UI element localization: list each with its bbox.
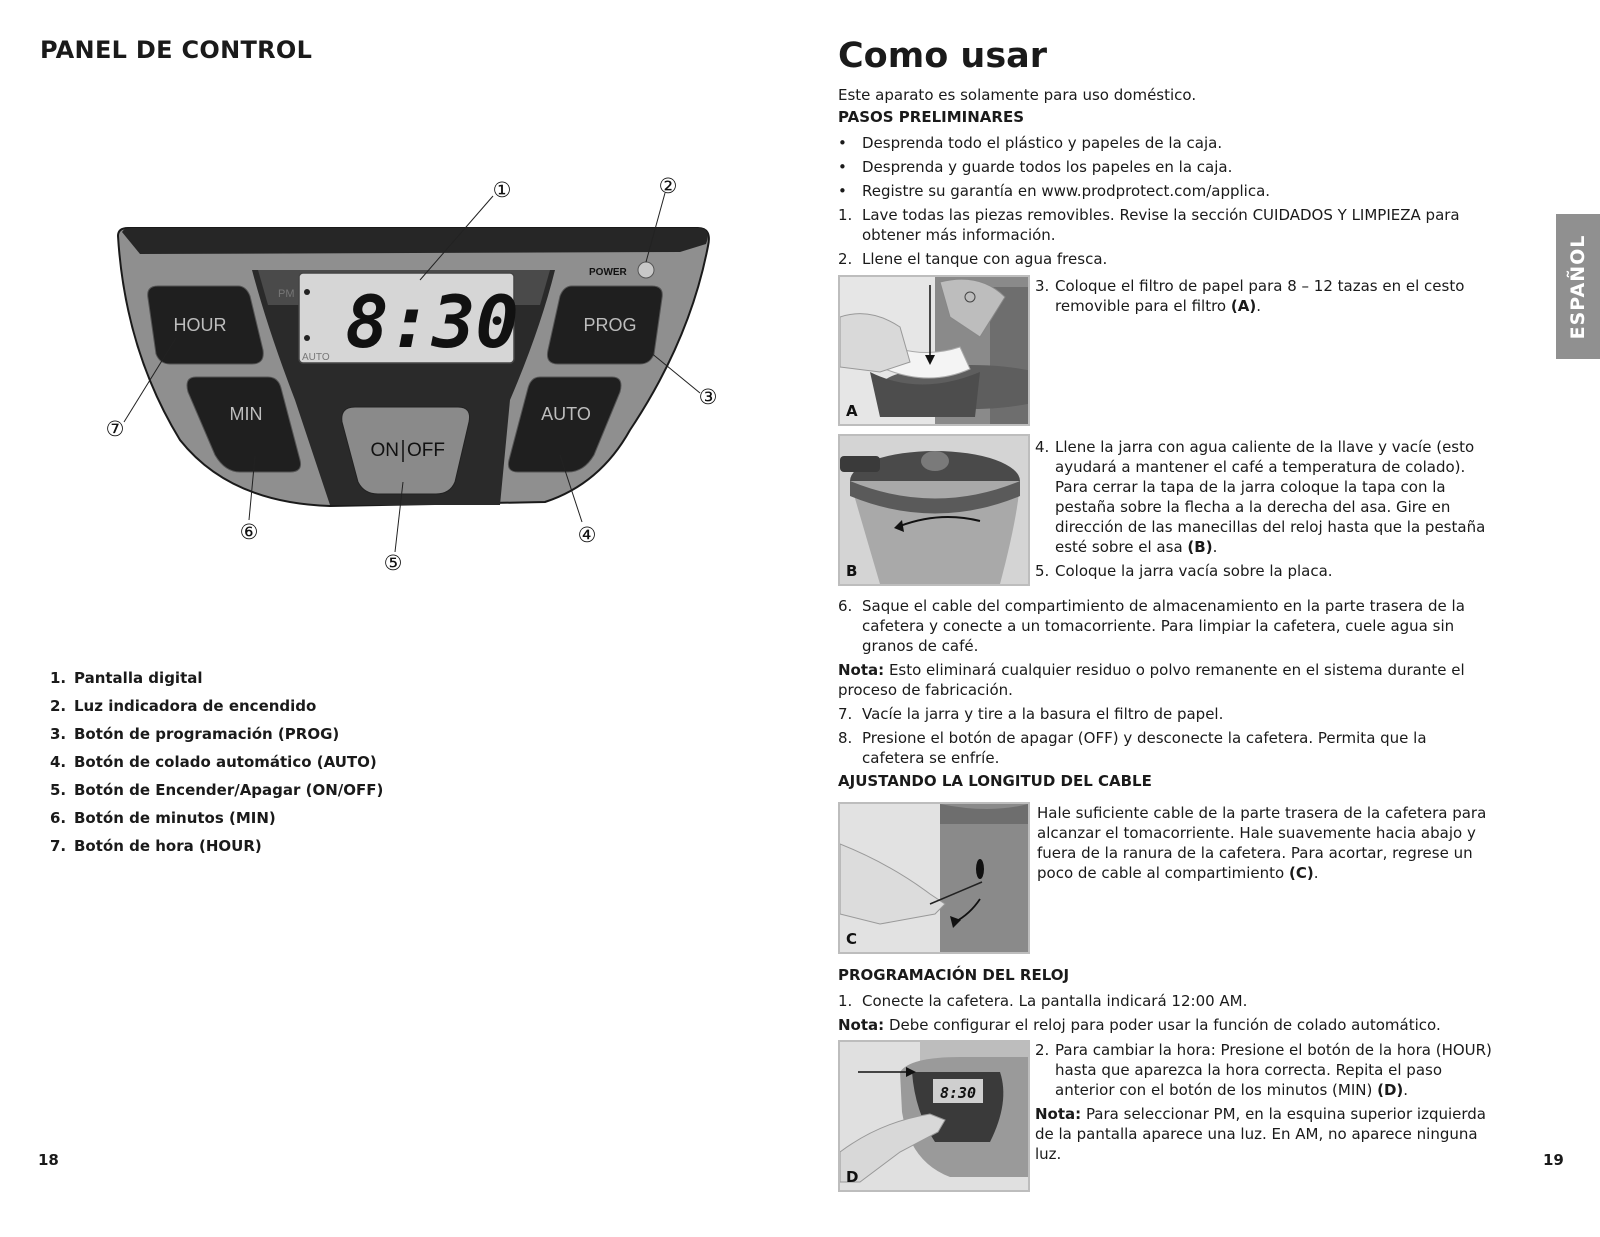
cable-text: Hale suficiente cable de la parte trasera de la cafetera para [1037,804,1487,822]
step-4-cont: pestaña sobre la flecha a la derecha del asa. Gire en [1055,498,1451,516]
step-8: 8. Presione el botón de apagar (OFF) y desconecte la cafetera. Permita que la [838,729,1427,747]
page-title-panel: PANEL DE CONTROL [40,36,313,64]
note-3-cont: luz. [1035,1145,1062,1163]
power-indicator-light [638,262,654,278]
cable-text: fuera de la ranura de la cafetera. Para acortar, regrese un [1037,844,1473,862]
figure-d-label: D [846,1168,859,1186]
legend-item: 3. Botón de programación (PROG) [50,725,340,743]
clock-step-2-cont: hasta que aparezca la hora correcta. Repita el paso [1055,1061,1442,1079]
panel-top-band [122,228,708,254]
step-4-cont: ayudará a mantener el café a temperatura de colado). [1055,458,1466,476]
clock-step-2-cont: anterior con el botón de los minutos (MIN) (D). [1055,1081,1409,1099]
power-label: POWER [589,267,627,278]
bullet-item: • Desprenda todo el plástico y papeles de la caja. [838,134,1223,152]
legend-item: 6. Botón de minutos (MIN) [50,809,276,827]
callout-4: ④ [577,523,597,547]
min-button-label: MIN [229,404,263,424]
figure-d [838,1040,1030,1192]
clock-step-2: 2. Para cambiar la hora: Presione el botón de la hora (HOUR) [1035,1041,1492,1059]
note-3: Nota: Para seleccionar PM, en la esquina superior izquierda [1035,1105,1487,1123]
legend-item: 1. Pantalla digital [50,669,203,687]
on-off-button[interactable] [342,407,470,494]
callout-6: ⑥ [239,520,259,544]
step-3: 3. Coloque el filtro de papel para 8 – 12 tazas en el cesto [1035,277,1465,295]
figure-b [838,434,1030,586]
legend-item: 7. Botón de hora (HOUR) [50,837,262,855]
control-panel-diagram [0,160,800,600]
step-4-cont: dirección de las manecillas del reloj hasta que la pestaña [1055,518,1486,536]
step-6: 6. Saque el cable del compartimiento de almacenamiento en la parte trasera de la [838,597,1465,615]
clock-heading: PROGRAMACIÓN DEL RELOJ [838,966,1070,984]
page-number-left: 18 [38,1151,59,1169]
page-number-right: 19 [1543,1151,1564,1169]
language-side-tab [1556,214,1600,359]
intro-text: Este aparato es solamente para uso doméstico. [838,86,1197,104]
step-1-cont: obtener más información. [862,226,1056,244]
callout-7: ⑦ [105,417,125,441]
bullet-item: • Desprenda y guarde todos los papeles en la caja. [838,158,1233,176]
step-5: 5. Coloque la jarra vacía sobre la placa. [1035,562,1333,580]
panel-press-illustration [840,1042,1028,1190]
lcd-time: 8:30 [345,280,519,364]
figure-a-label: A [846,402,858,420]
page-title-usage: Como usar [838,36,1048,76]
off-button-label: OFF [407,440,445,461]
step-4-cont: esté sobre el asa (B). [1055,538,1218,556]
side-tab-label: ESPAÑOL [1567,234,1589,339]
hour-button-label: HOUR [173,315,227,335]
step-6-cont: cafetera y conecte a un tomacorriente. Para limpiar la cafetera, cuele agua sin [862,617,1455,635]
carafe-lid-illustration [840,436,1028,584]
lcd-auto-label: AUTO [302,352,330,363]
step-8-cont: cafetera se enfríe. [862,749,1000,767]
prog-button-label: PROG [583,315,637,335]
figure-d-display: 8:30 [939,1084,977,1102]
callout-2: ② [658,174,678,198]
figure-a [838,275,1030,426]
step-1: 1. Lave todas las piezas removibles. Revise la sección CUIDADOS Y LIMPIEZA para [838,206,1460,224]
callout-5: ⑤ [383,551,403,575]
note-2: Nota: Debe configurar el reloj para poder usar la función de colado automático. [838,1016,1441,1034]
filter-basket-illustration [840,277,1028,424]
figure-b-label: B [846,562,858,580]
step-2: 2. Llene el tanque con agua fresca. [838,250,1108,268]
step-3-cont: removible para el filtro (A). [1055,297,1261,315]
step-7: 7. Vacíe la jarra y tire a la basura el filtro de papel. [838,705,1224,723]
legend-item: 5. Botón de Encender/Apagar (ON/OFF) [50,781,384,799]
prelim-heading: PASOS PRELIMINARES [838,108,1025,126]
note-3-cont: de la pantalla aparece una luz. En AM, no aparece ninguna [1035,1125,1478,1143]
callout-3: ③ [698,385,718,409]
control-legend [50,667,383,863]
cable-text: poco de cable al compartimiento (C). [1037,864,1319,882]
step-4-cont: Para cerrar la tapa de la jarra coloque la tapa con la [1055,478,1446,496]
lcd-pm-label: PM [278,288,295,300]
cable-pull-illustration [840,804,1028,952]
cable-text: alcanzar el tomacorriente. Hale suavemente hacia abajo y [1037,824,1476,842]
callout-1: ① [492,178,512,202]
on-button-label: ON [370,440,399,461]
step-6-cont: granos de café. [862,637,979,655]
figure-c-label: C [846,930,858,948]
legend-item: 2. Luz indicadora de encendido [50,697,317,715]
clock-step-1: 1. Conecte la cafetera. La pantalla indicará 12:00 AM. [838,992,1248,1010]
legend-item: 4. Botón de colado automático (AUTO) [50,753,377,771]
figure-c [838,802,1030,954]
bullet-item: • Registre su garantía en www.prodprotect.com/applica. [838,182,1271,200]
note-1: Nota: Esto eliminará cualquier residuo o polvo remanente en el sistema durante el [838,661,1465,679]
note-1-cont: proceso de fabricación. [838,681,1013,699]
step-4: 4. Llene la jarra con agua caliente de la llave y vacíe (esto [1035,438,1475,456]
auto-button-label: AUTO [541,404,591,424]
cable-heading: AJUSTANDO LA LONGITUD DEL CABLE [838,772,1152,790]
